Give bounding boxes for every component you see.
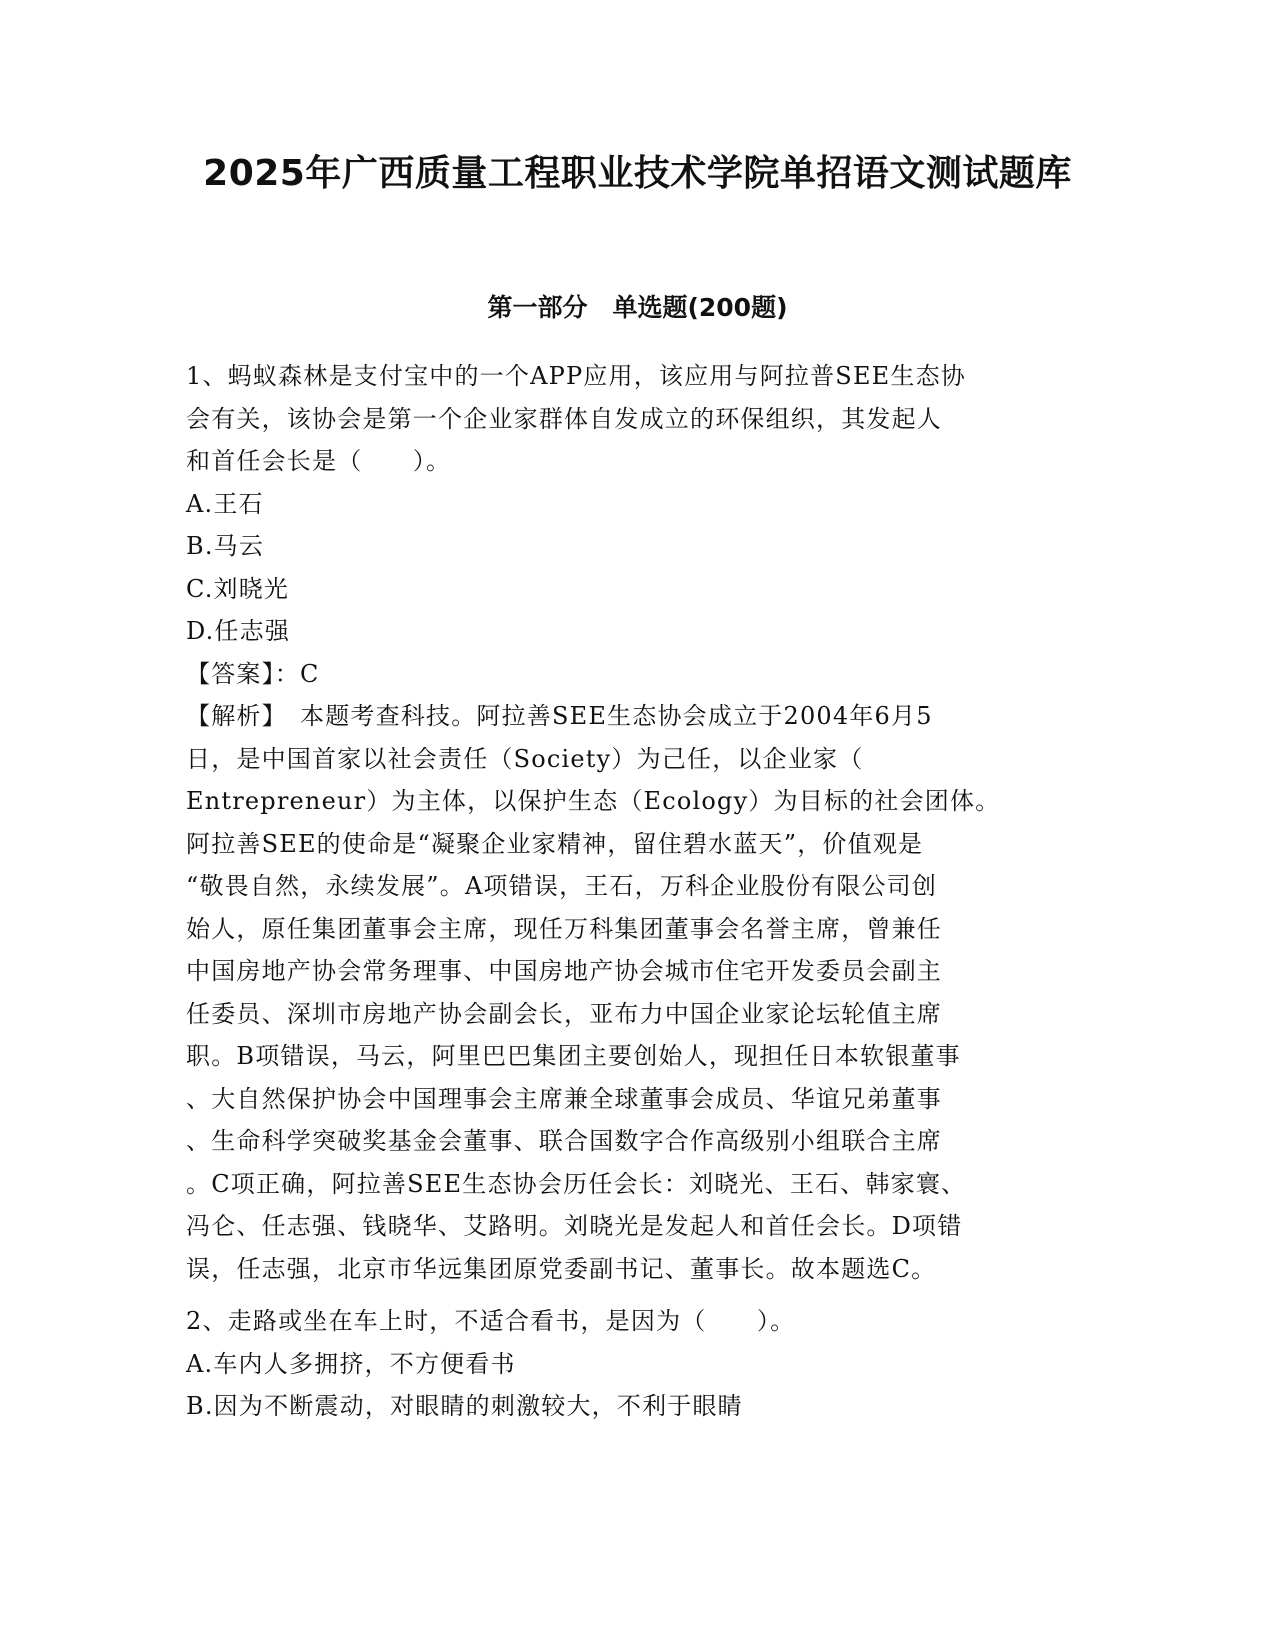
section-heading: 第一部分 单选题(200题) [487, 293, 788, 322]
analysis-line: 职。B项错误，马云，阿里巴巴集团主要创始人，现担任日本软银董事 [186, 1042, 961, 1070]
question-list [186, 355, 1086, 1428]
question-stem-line: 会有关，该协会是第一个企业家群体自发成立的环保组织，其发起人 [186, 404, 942, 433]
analysis-line: 【解析】 本题考查科技。阿拉善SEE生态协会成立于2004年6月5 [186, 702, 933, 730]
question-stem-line: 2、走路或坐在车上时，不适合看书，是因为（ ）。 [186, 1307, 796, 1335]
analysis-line: 中国房地产协会常务理事、中国房地产协会城市住宅开发委员会副主 [186, 957, 942, 985]
question-2 [186, 1300, 1086, 1428]
option-b: B.马云 [186, 532, 265, 560]
analysis-line: 阿拉善SEE的使命是“凝聚企业家精神，留住碧水蓝天”，价值观是 [186, 829, 924, 858]
analysis-line: 日，是中国首家以社会责任（Society）为己任，以企业家（ [186, 744, 864, 773]
analysis-line: “敬畏自然，永续发展”。A项错误，王石，万科企业股份有限公司创 [186, 872, 938, 900]
question-stem-line: 和首任会长是（ ）。 [186, 447, 452, 475]
option-a: A.车内人多拥挤，不方便看书 [186, 1349, 516, 1378]
analysis-line: 任委员、深圳市房地产协会副会长，亚布力中国企业家论坛轮值主席 [186, 999, 942, 1028]
analysis-line: 、大自然保护协会中国理事会主席兼全球董事会成员、华谊兄弟董事 [186, 1084, 942, 1113]
option-a: A.王石 [186, 489, 264, 518]
analysis-line: Entrepreneur）为主体，以保护生态（Ecology）为目标的社会团体。 [186, 787, 1001, 815]
option-c: C.刘晓光 [186, 574, 290, 603]
option-b: B.因为不断震动，对眼睛的刺激较大，不利于眼睛 [186, 1392, 743, 1420]
option-d: D.任志强 [186, 617, 291, 645]
question-stem-line: 1、蚂蚁森林是支付宝中的一个APP应用，该应用与阿拉普SEE生态协 [186, 362, 966, 390]
document-title: 2025年广西质量工程职业技术学院单招语文测试题库 [203, 153, 1072, 194]
question-spacer [186, 1290, 1086, 1300]
analysis-line: 始人，原任集团董事会主席，现任万科集团董事会名誉主席，曾兼任 [186, 914, 942, 943]
analysis-line: 误，任志强，北京市华远集团原党委副书记、董事长。故本题选C。 [186, 1254, 937, 1283]
analysis-line: 。C项正确，阿拉善SEE生态协会历任会长：刘晓光、王石、韩家寰、 [186, 1169, 967, 1198]
answer-line: 【答案】：C [186, 659, 320, 688]
analysis-line: 、生命科学突破奖基金会董事、联合国数字合作高级别小组联合主席 [186, 1127, 942, 1155]
question-1 [186, 355, 1086, 1290]
analysis-line: 冯仑、任志强、钱晓华、艾路明。刘晓光是发起人和首任会长。D项错 [186, 1212, 963, 1240]
